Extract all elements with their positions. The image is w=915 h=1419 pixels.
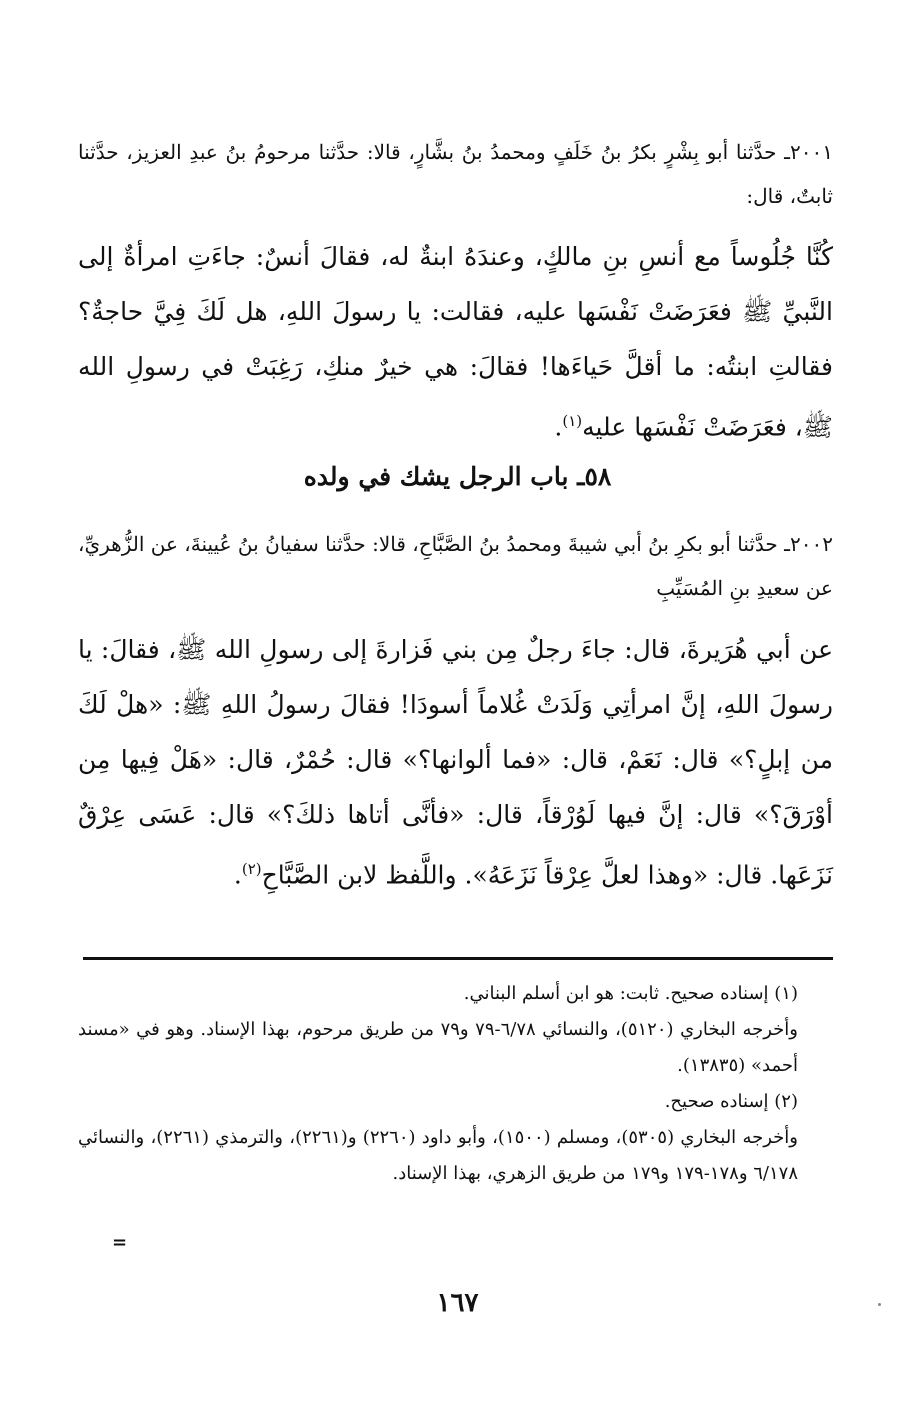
matn-paragraph: كُنَّا جُلُوساً مع أنسِ بنِ مالكٍ، وعندَهُ ابنةٌ له، فقالَ أنسٌ: جاءَتِ امرأةٌ إلى النَّبيِّ ﷺ فعَرَضَتْ نَفْسَها عليه، فقالت: يا رسولَ اللهِ، هل لَكَ فِيَّ حاجةٌ؟ فقالتِ ابنتُه: ما أقلَّ حَياءَها! فقالَ: هي خيرٌ منكِ، رَغِبَتْ في رسولِ الله ﷺ، فعَرَضَتْ نَفْسَها عليه$^{(١)}$. [78,242,833,442]
footnote-2-sources: وأخرجه البخاري (٥٣٠٥)، ومسلم (١٥٠٠)، وأبو داود (٢٢٦٠) و(٢٢٦١)، والترمذي (٢٢٦١)، والنسائي ٦/١٧٨ و١٧٨-١٧٩ و١٧٩ من طريق الزهري، بهذا الإسناد. [78,1127,798,1184]
isnad-text: ٢٠٠١ـ حدَّثنا أبو بِشْرٍ بكرُ بنُ خَلَفٍ ومحمدُ بنُ بشَّارٍ، قالا: حدَّثنا مرحومُ بنُ عبدِ العزيز، حدَّثنا ثابتٌ، قال: [78,140,833,208]
continuation-mark: = [112,1232,128,1253]
isnad-text: ٢٠٠٢ـ حدَّثنا أبو بكرِ بنُ أبي شيبةَ ومحمدُ بنُ الصَّبَّاحِ، قالا: حدَّثنا سفيانُ بنُ عُيينةَ، عن الزُّهريِّ، عن سعيدِ بنِ المُسَيِّبِ [78,532,833,600]
footnote-ref-2[interactable]: (٢) [241,860,262,878]
footnote-ref-1[interactable]: (١) [562,412,583,430]
hadith-2002-matn [78,622,833,902]
chapter-heading: ٥٨ـ باب الرجل يشك في ولده [303,462,612,491]
scan-speck [878,1303,881,1306]
page-number: ١٦٧ [436,1288,479,1318]
matn-text: عن أبي هُرَيرةَ، قال: جاءَ رجلٌ مِن بني فَزارةَ إلى رسولِ الله ﷺ، فقالَ: يا رسولَ اللهِ، إنَّ امرأتِي وَلَدَتْ غُلاماً أسودَا! فقالَ رسولُ اللهِ ﷺ: «هلْ لَكَ من إبلٍ؟» قال: نَعَمْ، قال: «فما ألوانها؟» قال: حُمْرٌ، قال: «هَلْ فِيها مِن أوْرَقَ؟» قال: إنَّ فيها لَوُرْقاً، قال: «فأنَّى أتاها ذلكَ؟» قال: عَسَى عِرْقٌ نَزَعَها. قال: «وهذا لعلَّ عِرْقاً نَزَعَهُ». واللَّفظ لابن الصَّبَّاحِ [78,635,833,890]
matn-paragraph: عن أبي هُرَيرةَ، قال: جاءَ رجلٌ مِن بني فَزارةَ إلى رسولِ الله ﷺ، فقالَ: يا رسولَ اللهِ، إنَّ امرأتِي وَلَدَتْ غُلاماً أسودَا! فقالَ رسولُ اللهِ ﷺ: «هلْ لَكَ من إبلٍ؟» قال: نَعَمْ، قال: «فما ألوانها؟» قال: حُمْرٌ، قال: «هَلْ فِيها مِن أوْرَقَ؟» قال: إنَّ فيها لَوُرْقاً، قال: «فأنَّى أتاها ذلكَ؟» قال: عَسَى عِرْقٌ نَزَعَها. قال: «وهذا لعلَّ عِرْقاً نَزَعَهُ». واللَّفظ لابن الصَّبَّاحِ$^{(٢)}$. [78,635,833,890]
footnote-2: (٢) إسناده صحيح. [664,1091,798,1112]
matn-text: كُنَّا جُلُوساً مع أنسِ بنِ مالكٍ، وعندَهُ ابنةٌ له، فقالَ أنسٌ: جاءَتِ امرأةٌ إلى النَّبيِّ ﷺ فعَرَضَتْ نَفْسَها عليه، فقالت: يا رسولَ اللهِ، هل لَكَ فِيَّ حاجةٌ؟ فقالتِ ابنتُه: ما أقلَّ حَياءَها! فقالَ: هي خيرٌ منكِ، رَغِبَتْ في رسولِ الله ﷺ، فعَرَضَتْ نَفْسَها عليه [78,242,833,442]
hadith-2001-isnad [78,130,833,218]
footnote-1-sources: وأخرجه البخاري (٥١٢٠)، والنسائي ٦/٧٨-٧٩ و٧٩ من طريق مرحوم، بهذا الإسناد. وهو في «مسند أحمد» (١٣٨٣٥). [78,1019,798,1076]
footnote-1: (١) إسناده صحيح. ثابت: هو ابن أسلم البناني. [463,983,798,1004]
footnote-divider [83,957,833,960]
hadith-2001-matn [78,229,833,454]
hadith-2002-isnad [78,522,833,610]
footnotes [78,976,833,1192]
